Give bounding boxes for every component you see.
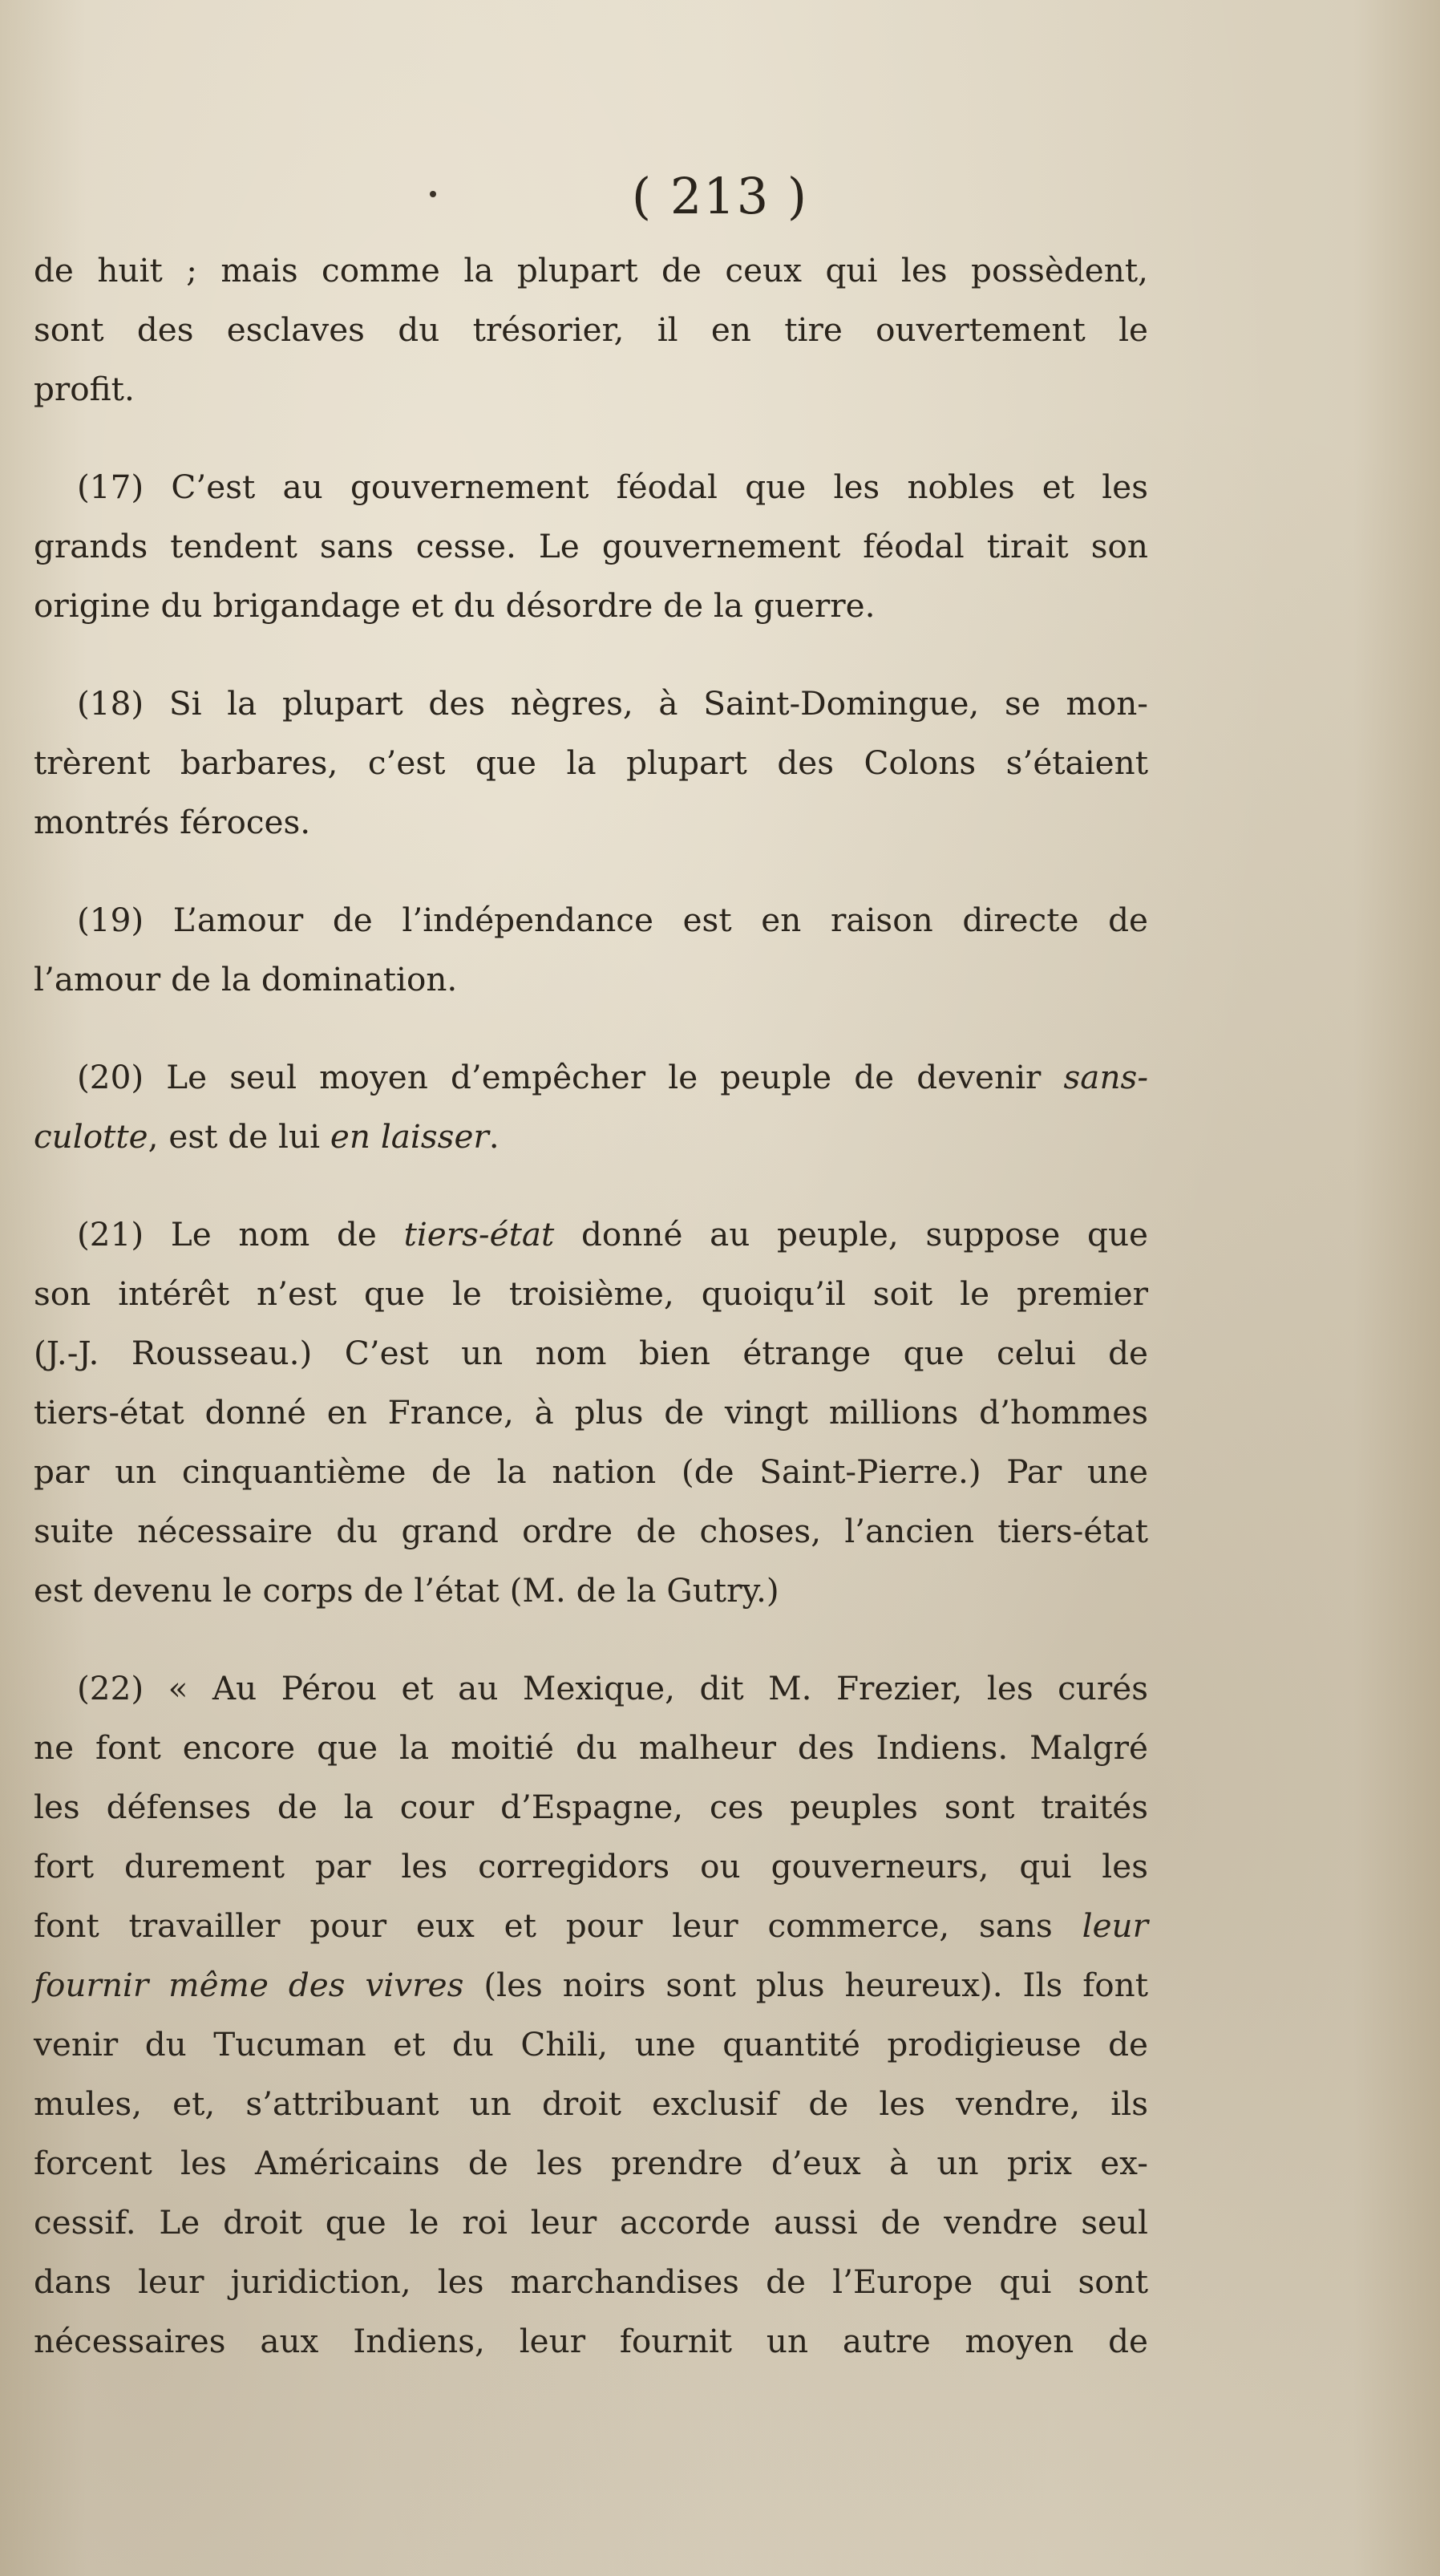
text-line: (19) L’amour de l’indépendance est en raison directe de: [77, 901, 1148, 939]
text-line: profit.: [34, 370, 135, 408]
text-line: mules, et, s’attribuant un droit exclusif de les vendre, ils: [34, 2084, 1148, 2123]
italic-run: leur: [1082, 1906, 1148, 1945]
note-17: [34, 457, 1148, 635]
text-line: l’amour de la domination.: [34, 960, 458, 998]
note-21: [34, 1205, 1148, 1620]
text-run: font travailler pour eux et pour leur commerce, sans: [34, 1906, 1082, 1945]
text-run: (20) Le seul moyen d’empêcher le peuple de devenir: [77, 1058, 1064, 1096]
text-line: son intérêt n’est que le troisième, quoiqu’il soit le premier: [34, 1274, 1148, 1313]
page-number: ( 213 ): [631, 167, 809, 225]
italic-run: culotte: [34, 1117, 148, 1156]
text-line: grands tendent sans cesse. Le gouvernement féodal tirait son: [34, 527, 1148, 565]
text-line: forcent les Américains de les prendre d’eux à un prix ex-: [34, 2144, 1148, 2182]
text-line: par un cinquantième de la nation (de Saint-Pierre.) Par une: [34, 1452, 1148, 1491]
text-line: tiers-état donné en France, à plus de vingt millions d’hommes: [34, 1393, 1148, 1432]
text-line: trèrent barbares, c’est que la plupart des Colons s’étaient: [34, 743, 1148, 782]
text-line: est devenu le corps de l’état (M. de la Gutry.): [34, 1571, 779, 1610]
text-line: [34, 1107, 1148, 1166]
note-19: [34, 890, 1148, 1009]
text-line: (J.-J. Rousseau.) C’est un nom bien étrange que celui de: [34, 1334, 1148, 1372]
text-line: [34, 1205, 1148, 1264]
text-line: (17) C’est au gouvernement féodal que les nobles et les: [77, 468, 1148, 506]
text-line: de huit ; mais comme la plupart de ceux qui les possèdent,: [34, 251, 1148, 290]
text-line: (22) « Au Pérou et au Mexique, dit M. Frezier, les curés: [77, 1669, 1148, 1707]
text-line: nécessaires aux Indiens, leur fournit un autre moyen de: [34, 2322, 1148, 2360]
italic-run: en laisser: [330, 1117, 489, 1156]
header-dot: [430, 191, 436, 197]
text-line: origine du brigandage et du désordre de la guerre.: [34, 586, 876, 625]
text-line: sont des esclaves du trésorier, il en tire ouvertement le: [34, 310, 1148, 349]
text-line: ne font encore que la moitié du malheur des Indiens. Malgré: [34, 1728, 1148, 1767]
text-line: cessif. Le droit que le roi leur accorde aussi de vendre seul: [34, 2203, 1148, 2242]
note-18: [34, 674, 1148, 852]
text-run: (les noirs sont plus heureux). Ils font: [463, 1966, 1148, 2004]
page-number-header: [0, 167, 1440, 225]
text-line: montrés féroces.: [34, 803, 311, 841]
italic-run: fournir même des vivres: [34, 1966, 464, 2004]
text-line: (18) Si la plupart des nègres, à Saint-Domingue, se mon-: [77, 684, 1148, 723]
note-22: [34, 1659, 1148, 2371]
text-run: donné au peuple, suppose que: [554, 1215, 1148, 1254]
text-line: suite nécessaire du grand ordre de choses, l’ancien tiers-état: [34, 1512, 1148, 1550]
italic-run: tiers-état: [403, 1215, 555, 1254]
italic-run: sans-: [1063, 1058, 1148, 1096]
text-line: les défenses de la cour d’Espagne, ces peuples sont traités: [34, 1788, 1148, 1826]
text-line: venir du Tucuman et du Chili, une quantité prodigieuse de: [34, 2025, 1148, 2064]
page-body: [34, 241, 1148, 2371]
text-line: [34, 1896, 1148, 1955]
note-20: [34, 1047, 1148, 1166]
paragraph-continuation: [34, 241, 1148, 419]
text-run: (21) Le nom de: [77, 1215, 404, 1254]
text-run: , est de lui: [148, 1117, 330, 1156]
text-line: fort durement par les corregidors ou gouverneurs, qui les: [34, 1847, 1148, 1885]
text-line: dans leur juridiction, les marchandises de l’Europe qui sont: [34, 2262, 1148, 2301]
text-line: [34, 1047, 1148, 1107]
text-run: .: [488, 1117, 500, 1156]
text-line: [34, 1955, 1148, 2015]
